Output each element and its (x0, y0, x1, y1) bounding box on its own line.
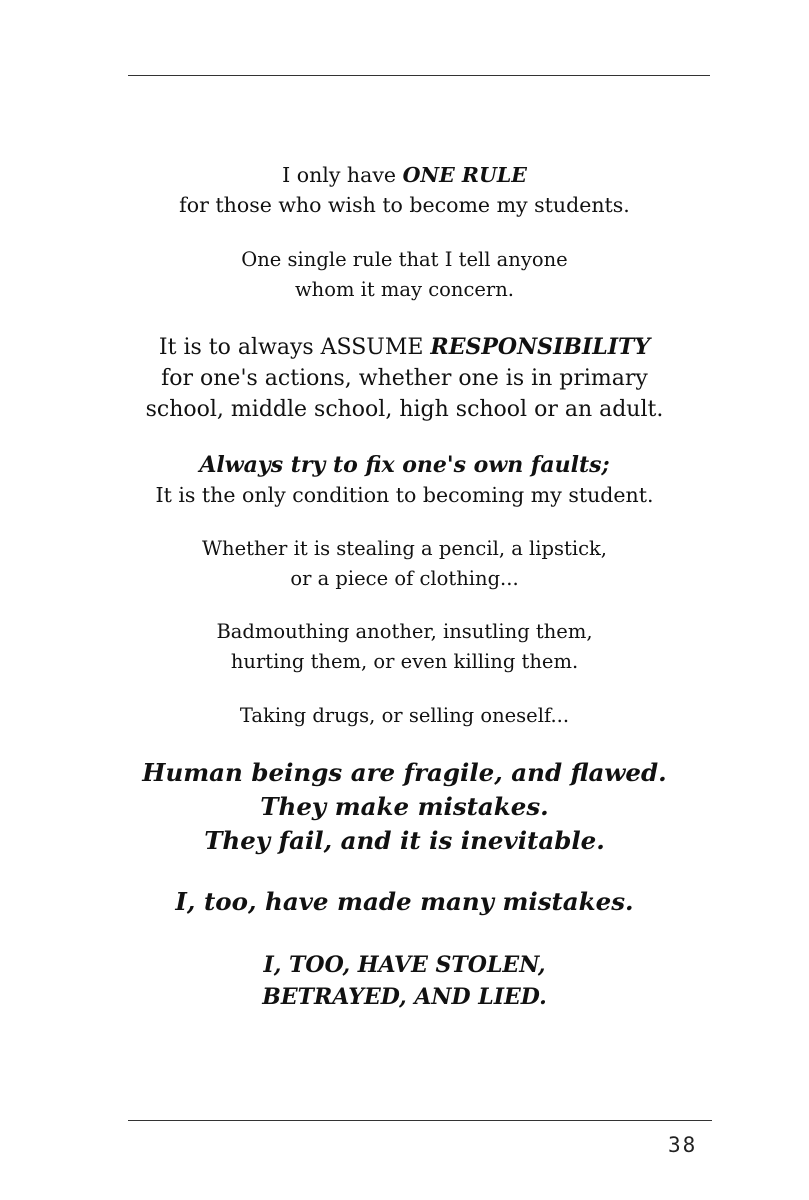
stanza-line: One single rule that I tell anyone (241, 248, 568, 271)
stanza-single-rule (60, 245, 749, 305)
stanza-line: I, TOO, HAVE STOLEN, (263, 952, 546, 978)
top-divider (128, 75, 710, 76)
emphasis-responsibility: RESPONSIBILITY (430, 334, 651, 360)
stanza-line: Taking drugs, or selling oneself... (239, 704, 570, 727)
stanza-responsibility (60, 332, 749, 425)
stanza-fix-faults (60, 450, 749, 510)
bottom-divider (128, 1120, 712, 1121)
stanza-badmouthing (60, 617, 749, 677)
stanza-line: BETRAYED, AND LIED. (262, 984, 547, 1010)
text-segment: I only have (282, 163, 403, 187)
stanza-line: They fail, and it is inevitable. (204, 826, 605, 855)
stanza-line: Human beings are fragile, and flawed. (142, 758, 667, 787)
stanza-line: They make mistakes. (260, 792, 549, 821)
stanza-line: school, middle school, high school or an adult. (145, 397, 664, 422)
stanza-line: I, too, have made many mistakes. (175, 887, 634, 916)
stanza-line: It is the only condition to becoming my student. (155, 483, 654, 507)
stanza-line: Always try to fix one's own faults; (199, 452, 610, 478)
stanza-drugs (60, 701, 749, 731)
stanza-stealing (60, 534, 749, 594)
stanza-line: whom it may concern. (294, 278, 515, 301)
stanza-line: Badmouthing another, insutling them, (216, 620, 593, 643)
stanza-line: for those who wish to become my students. (179, 193, 630, 217)
stanza-line (60, 332, 749, 363)
text-segment: It is to always ASSUME (158, 335, 431, 360)
page-text (60, 160, 749, 1013)
stanza-line: for one's actions, whether one is in primary (161, 366, 648, 391)
stanza-mistakes (60, 885, 749, 919)
stanza-line: Whether it is stealing a pencil, a lipstick, (201, 537, 608, 560)
stanza-line: hurting them, or even killing them. (230, 650, 579, 673)
stanza-one-rule (60, 160, 749, 220)
page-number: 38 (668, 1133, 698, 1157)
stanza-line: or a piece of clothing... (290, 567, 519, 590)
stanza-stolen (60, 949, 749, 1013)
emphasis-one-rule: ONE RULE (402, 163, 527, 187)
stanza-line (60, 160, 749, 190)
stanza-human-beings (60, 756, 749, 858)
